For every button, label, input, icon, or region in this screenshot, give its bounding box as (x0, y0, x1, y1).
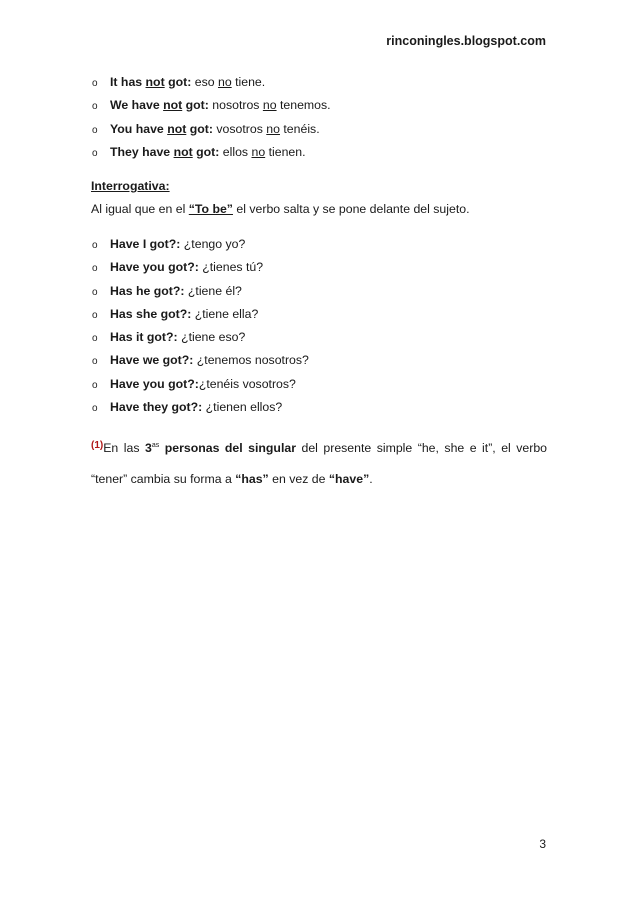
not-word: not (173, 144, 193, 159)
bullet-icon: o (92, 101, 98, 113)
footnote-paragraph (91, 430, 547, 495)
no-word: no (217, 75, 232, 89)
question: Has he got?: (110, 283, 185, 298)
bullet-icon: o (92, 147, 98, 159)
got-word: got: (189, 121, 213, 136)
intro-bold: “To be” (188, 202, 233, 216)
bullet-icon: o (92, 240, 98, 251)
bullet-icon: o (92, 356, 98, 368)
bullet-icon: o (92, 78, 98, 89)
note-text: En las (103, 441, 140, 455)
translation: eso (194, 75, 215, 89)
list-item (92, 400, 309, 423)
list-item (92, 376, 309, 400)
question: Have they got?: (110, 400, 203, 415)
question-forms-list (92, 237, 309, 423)
list-item (92, 237, 309, 260)
list-item (92, 75, 331, 98)
negative-forms-list (92, 75, 331, 168)
answer: ¿tiene eso? (181, 330, 246, 345)
note-bold: personas del singular (164, 441, 296, 455)
list-item (92, 260, 309, 283)
list-item (92, 283, 309, 307)
translation-end: tenéis. (283, 121, 320, 136)
subject: It has (110, 75, 143, 89)
not-word: not (167, 121, 187, 136)
answer: ¿tienen ellos? (205, 400, 283, 415)
bullet-icon: o (92, 263, 98, 275)
not-word: not (163, 98, 183, 113)
got-word: got: (185, 98, 209, 113)
question: Has it got?: (110, 330, 178, 345)
note-text: en vez de (272, 472, 326, 486)
bullet-icon: o (92, 379, 98, 391)
list-item (92, 98, 331, 121)
translation-end: tienen. (268, 144, 306, 159)
section-heading: Interrogativa: (91, 179, 170, 193)
bullet-icon: o (92, 309, 98, 321)
subject: They have (110, 144, 171, 159)
list-item (92, 330, 309, 353)
list-item (92, 306, 309, 330)
intro-text: Al igual que en el (91, 202, 186, 216)
ordinal: 3 (144, 441, 152, 455)
subject: We have (110, 98, 160, 113)
answer: ¿tenemos nosotros? (196, 353, 309, 368)
translation: nosotros (212, 98, 260, 113)
answer: ¿tenéis vosotros? (198, 376, 296, 391)
question: Have I got?: (110, 237, 181, 251)
note-text: . (369, 472, 373, 486)
intro-text-end: el verbo salta y se pone delante del sujeto. (236, 202, 470, 216)
ordinal-suffix: as (151, 442, 160, 449)
footnote-marker: (1) (91, 440, 104, 451)
list-item (92, 121, 331, 145)
blog-url-header: rinconingles.blogspot.com (386, 34, 546, 48)
bullet-icon: o (92, 403, 98, 415)
intro-paragraph (91, 202, 551, 216)
translation: ellos (222, 144, 249, 159)
no-word: no (251, 144, 266, 159)
note-bold: “have” (328, 472, 370, 486)
not-word: not (145, 75, 165, 89)
note-bold: “has” (235, 472, 269, 486)
list-item (92, 144, 331, 168)
list-item (92, 353, 309, 376)
no-word: no (266, 121, 280, 136)
subject: You have (110, 121, 164, 136)
no-word: no (262, 98, 277, 113)
answer: ¿tiene ella? (194, 306, 259, 321)
bullet-icon: o (92, 333, 98, 345)
bullet-icon: o (92, 286, 98, 298)
answer: ¿tiene él? (187, 283, 242, 298)
bullet-icon: o (92, 124, 98, 136)
translation-end: tenemos. (279, 98, 331, 113)
translation-end: tiene. (235, 75, 266, 89)
translation: vosotros (216, 121, 263, 136)
question: Have you got?: (110, 376, 199, 391)
answer: ¿tengo yo? (183, 237, 246, 251)
got-word: got: (196, 144, 220, 159)
got-word: got: (168, 75, 192, 89)
answer: ¿tienes tú? (202, 260, 264, 275)
page-number: 3 (539, 837, 546, 851)
question: Has she got?: (110, 306, 192, 321)
question: Have we got?: (110, 353, 194, 368)
note-text: del presente simple “he, she e it”, el verbo “tener” cambia su forma a (91, 441, 548, 486)
question: Have you got?: (110, 260, 199, 275)
